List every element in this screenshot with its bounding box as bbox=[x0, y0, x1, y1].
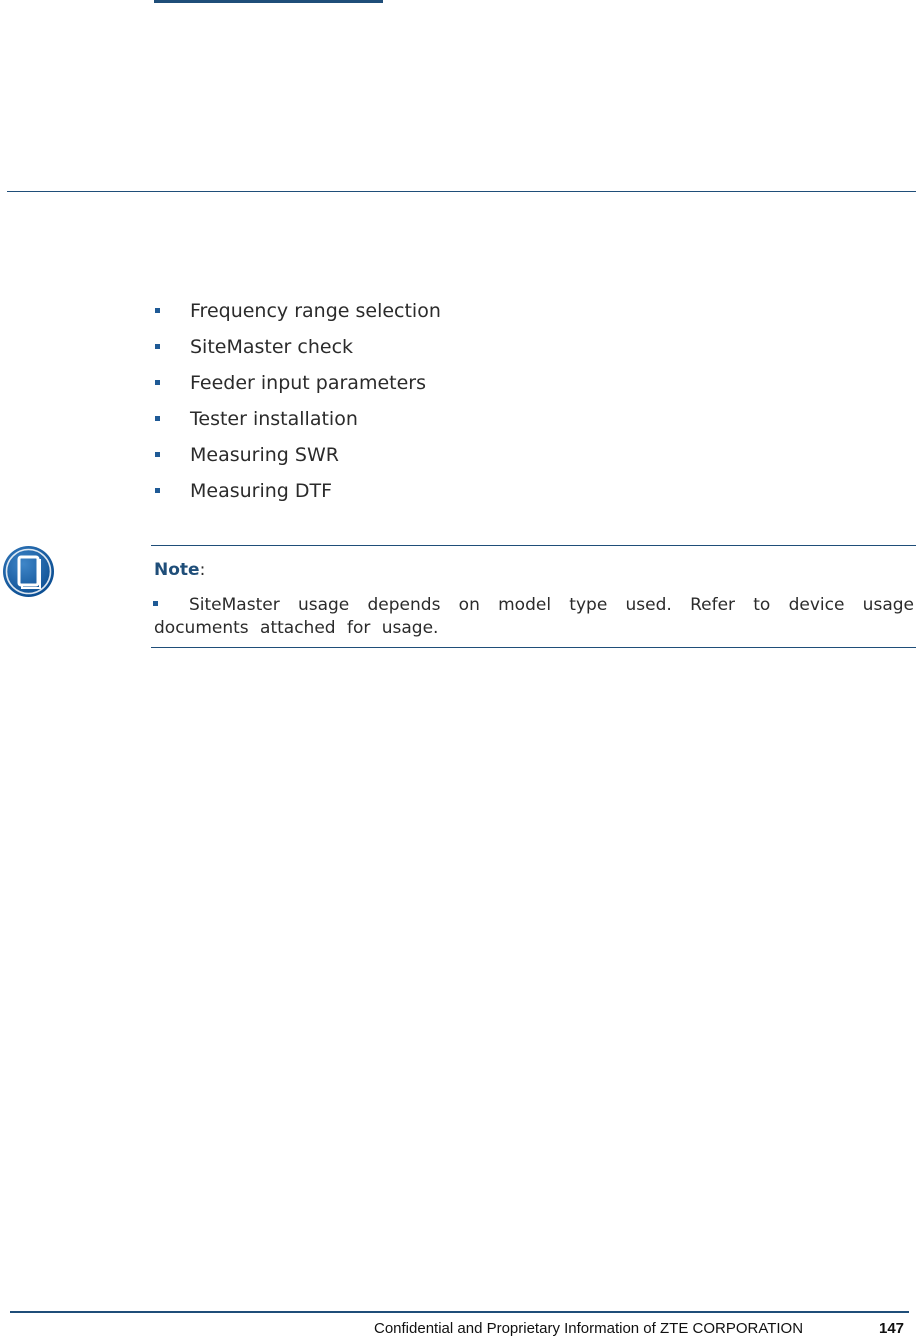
footer-confidentiality: Confidential and Proprietary Information of ZTE CORPORATION bbox=[374, 1320, 804, 1337]
list-item-text: Measuring DTF bbox=[190, 480, 333, 502]
list-item bbox=[154, 406, 441, 442]
bullet-icon bbox=[155, 416, 160, 421]
list-item-text: Tester installation bbox=[190, 408, 358, 430]
header-divider bbox=[7, 191, 916, 192]
list-item bbox=[154, 478, 441, 514]
note-colon: : bbox=[199, 560, 206, 580]
list-item bbox=[154, 298, 441, 334]
list-item bbox=[154, 334, 441, 370]
note-box bbox=[151, 545, 916, 648]
page-number: 147 bbox=[879, 1320, 905, 1337]
list-item bbox=[154, 442, 441, 478]
note-text: SiteMaster usage depends on model type used. Refer to device usage documents attached for usage. bbox=[154, 595, 914, 638]
bullet-icon bbox=[155, 380, 160, 385]
bullet-icon bbox=[155, 488, 160, 493]
note-title bbox=[154, 559, 205, 581]
footer-divider bbox=[10, 1311, 909, 1313]
list-item bbox=[154, 370, 441, 406]
list-item-text: Feeder input parameters bbox=[190, 372, 426, 394]
bullet-icon bbox=[155, 344, 160, 349]
list-item-text: SiteMaster check bbox=[190, 336, 354, 358]
bullet-icon bbox=[155, 452, 160, 457]
list-item-text: Frequency range selection bbox=[190, 300, 441, 322]
top-accent-bar bbox=[154, 0, 383, 3]
bullet-icon bbox=[155, 308, 160, 313]
procedure-list bbox=[154, 298, 441, 514]
note-icon bbox=[2, 545, 55, 598]
list-item-text: Measuring SWR bbox=[190, 444, 339, 466]
note-label: Note bbox=[154, 560, 200, 580]
